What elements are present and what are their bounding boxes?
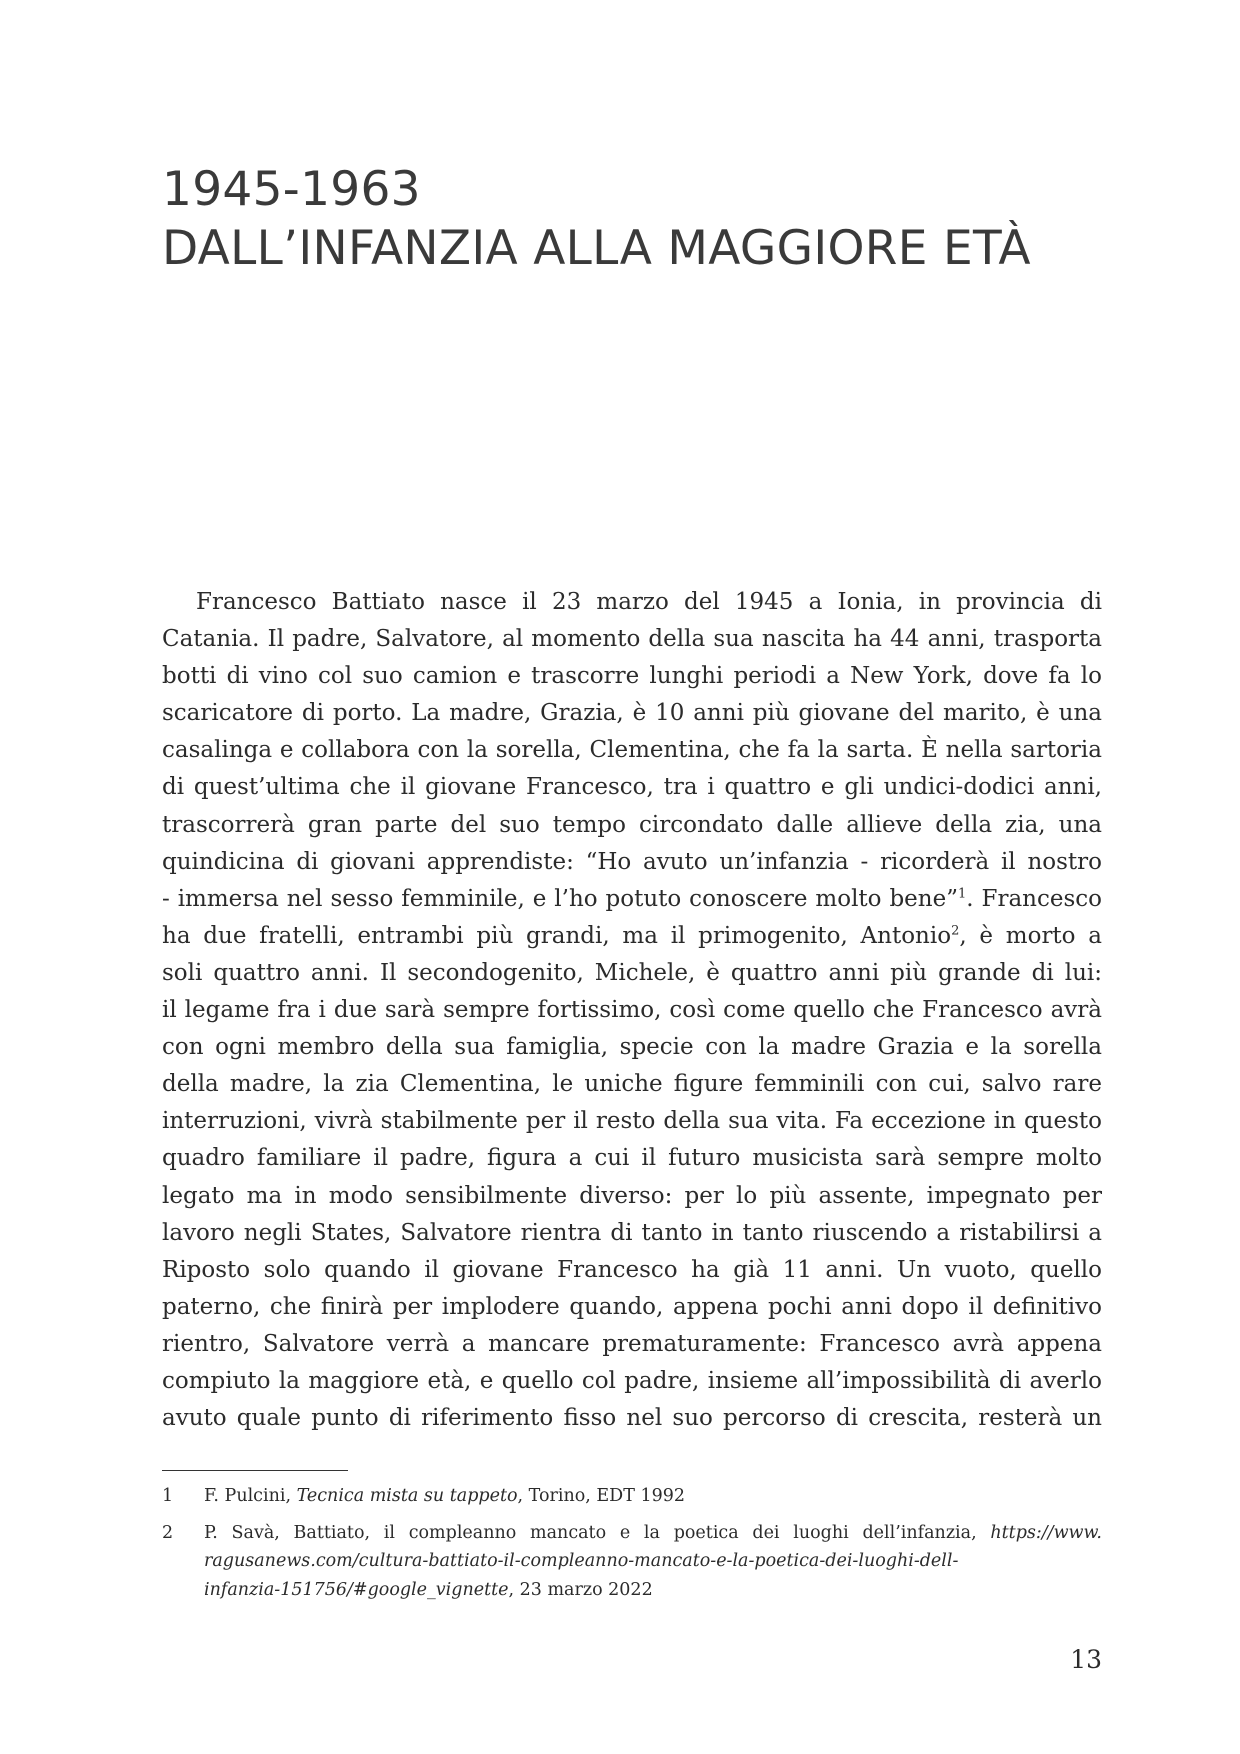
footnotes — [162, 1482, 1102, 1612]
text-line: quadro familiare il padre, figura a cui il futuro musicista sarà sempre molto — [162, 1145, 1102, 1172]
page-number: 13 — [1070, 1645, 1102, 1674]
text-line: rientro, Salvatore verrà a mancare prematuramente: Francesco avrà appena — [162, 1330, 1102, 1357]
text-segment: . Francesco — [966, 885, 1102, 912]
footnote-line — [204, 1547, 1102, 1576]
chapter-title: DALL’INFANZIA ALLA MAGGIORE ETÀ — [162, 221, 1031, 276]
text-line: scaricatore di porto. La madre, Grazia, è 10 anni più giovane del marito, è una — [162, 700, 1102, 727]
footnote-divider — [162, 1470, 348, 1471]
footnote-1 — [162, 1482, 1102, 1511]
footnote-line — [204, 1519, 1102, 1548]
footnote-ref-1[interactable]: 1 — [957, 886, 967, 902]
text-segment: ha due fratelli, entrambi più grandi, ma il primogenito, Antonio — [162, 922, 952, 949]
text-line: con ogni membro della sua famiglia, specie con la madre Grazia e la sorella — [162, 1034, 1102, 1061]
text-line — [162, 918, 1102, 955]
footnote-ref-2[interactable]: 2 — [951, 923, 960, 939]
text-line: botti di vino col suo camion e trascorre lunghi periodi a New York, dove fa lo — [162, 663, 1102, 690]
text-line: avuto quale punto di riferimento fisso nel suo percorso di crescita, resterà un — [162, 1405, 1102, 1432]
text-segment: , è morto a — [959, 922, 1102, 949]
text-line: legato ma in modo sensibilmente diverso: per lo più assente, impegnato per — [162, 1182, 1102, 1209]
footnote-number: 2 — [162, 1522, 174, 1543]
footnote-text: , 23 marzo 2022 — [508, 1579, 653, 1600]
text-line: interruzioni, vivrà stabilmente per il resto della sua vita. Fa eccezione in questo — [162, 1108, 1102, 1135]
text-line: di quest’ultima che il giovane Francesco, tra i quattro e gli undici-dodici anni, — [162, 774, 1102, 801]
text-line: Catania. Il padre, Salvatore, al momento della sua nascita ha 44 anni, trasporta — [162, 626, 1102, 653]
text-line: quindicina di giovani apprendiste: “Ho avuto un’infanzia - ricorderà il nostro — [162, 848, 1102, 875]
text-line: lavoro negli States, Salvatore rientra di tanto in tanto riuscendo a ristabilirsi a — [162, 1219, 1102, 1246]
body-text — [162, 584, 1102, 1437]
chapter-years: 1945-1963 — [162, 162, 421, 217]
footnote-link[interactable]: infanzia-151756/#google_vignette — [204, 1579, 509, 1600]
text-line: della madre, la zia Clementina, le uniche figure femminili con cui, salvo rare — [162, 1071, 1102, 1098]
text-line: Riposto solo quando il giovane Francesco ha già 11 anni. Un vuoto, quello — [162, 1256, 1102, 1283]
footnote-link[interactable]: ragusanews.com/cultura-battiato-il-compleanno-mancato-e-la-poetica-dei-luoghi-dell- — [204, 1551, 959, 1571]
footnote-number: 1 — [162, 1486, 174, 1506]
text-line: compiuto la maggiore età, e quello col padre, insieme all’impossibilità di averlo — [162, 1367, 1102, 1394]
footnote-text: F. Pulcini, — [204, 1486, 297, 1506]
text-line: trascorrerà gran parte del suo tempo circondato dalle allieve della zia, una — [162, 811, 1102, 838]
text-line: il legame fra i due sarà sempre fortissimo, così come quello che Francesco avrà — [162, 997, 1102, 1024]
footnote-text: , Torino, EDT 1992 — [517, 1486, 685, 1506]
footnote-text: P. Savà, Battiato, il compleanno mancato e la poetica dei luoghi dell’infanzia, — [204, 1522, 991, 1543]
footnote-title: Tecnica mista su tappeto — [296, 1486, 518, 1506]
footnote-link[interactable]: https://www. — [990, 1522, 1102, 1543]
footnote-line — [204, 1482, 1102, 1511]
text-line: paterno, che finirà per implodere quando, appena pochi anni dopo il definitivo — [162, 1293, 1102, 1320]
chapter-heading — [162, 160, 1112, 278]
text-line — [162, 881, 1102, 918]
text-line: soli quattro anni. Il secondogenito, Michele, è quattro anni più grande di lui: — [162, 959, 1102, 986]
footnote-line — [204, 1576, 1102, 1605]
text-line: Francesco Battiato nasce il 23 marzo del 1945 a Ionia, in provincia di — [196, 589, 1102, 615]
text-segment: - immersa nel sesso femminile, e l’ho potuto conoscere molto bene” — [162, 885, 958, 912]
footnote-2 — [162, 1519, 1102, 1605]
text-line: casalinga e collabora con la sorella, Clementina, che fa la sarta. È nella sartoria — [162, 737, 1102, 764]
